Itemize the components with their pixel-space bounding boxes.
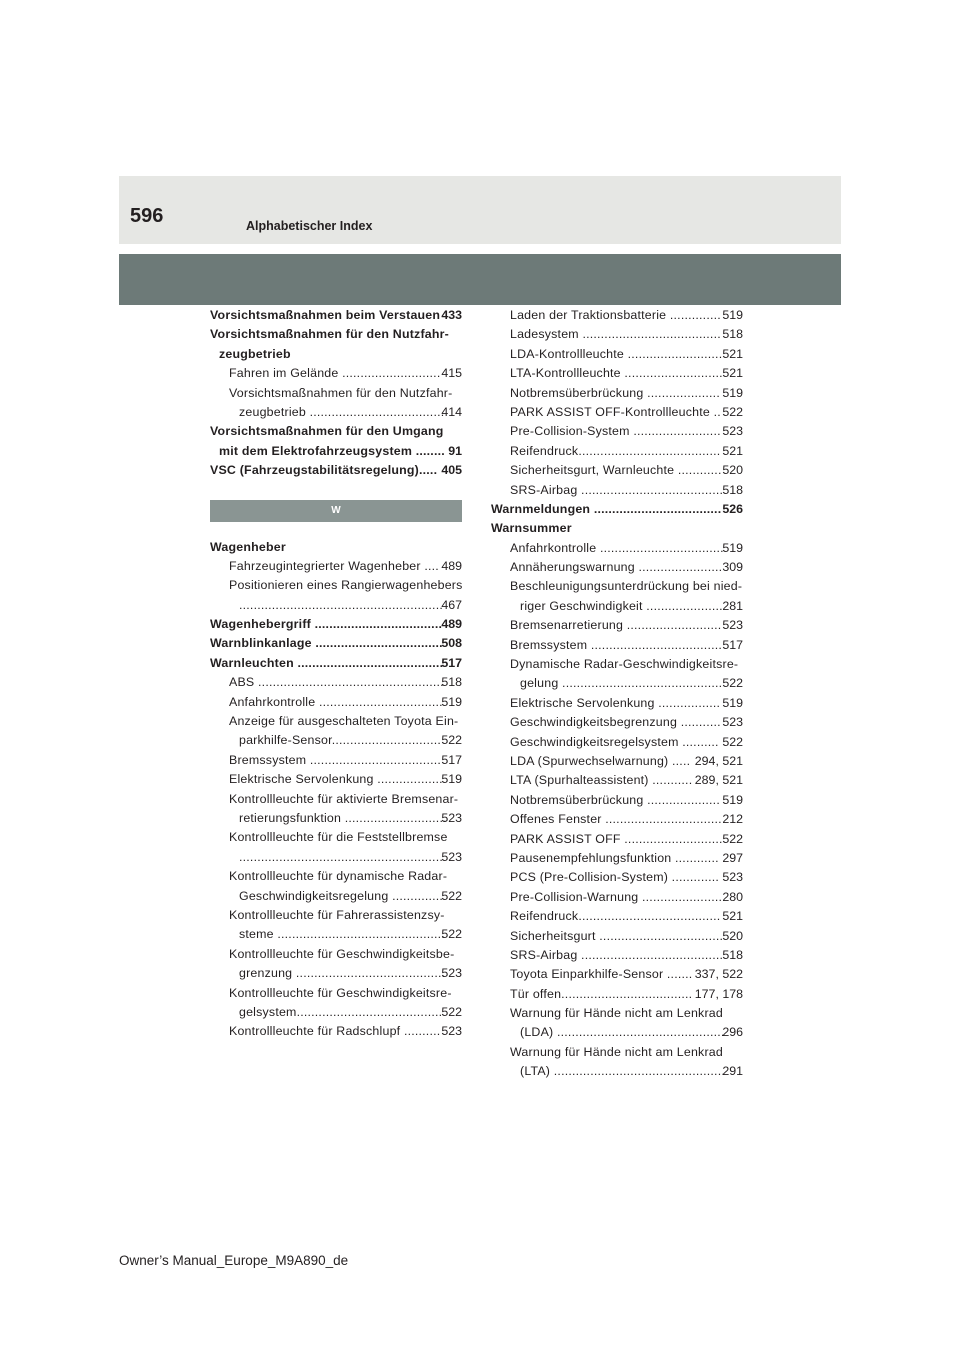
- index-entry: [491, 1062, 743, 1081]
- index-entry-page: 519: [722, 695, 743, 710]
- index-entry: [210, 1022, 462, 1041]
- index-entry-text: Kontrollleuchte für Geschwindigkeitsre-: [229, 985, 452, 1000]
- index-entry-page: 523: [722, 618, 743, 633]
- index-entry: [491, 1004, 743, 1023]
- index-entry-text: riger Geschwindigkeit .....................: [520, 598, 723, 613]
- index-entry: [210, 770, 462, 789]
- index-entry-text: Annäherungswarnung .......................: [510, 560, 723, 575]
- index-entry-page: 521: [722, 346, 743, 361]
- header-band: [119, 176, 841, 244]
- index-entry: [210, 731, 462, 750]
- index-entry-text: PARK ASSIST OFF-Kontrollleuchte ..: [510, 404, 721, 419]
- section-title: Alphabetischer Index: [246, 218, 373, 233]
- index-entry: [210, 848, 462, 867]
- index-entry-text: Anfahrkontrolle ..................................: [510, 540, 724, 555]
- index-entry: [210, 906, 462, 925]
- index-entry-text: zeugbetrieb: [219, 346, 291, 361]
- index-entry-text: mit dem Elektrofahrzeugsystem ........: [219, 443, 445, 458]
- index-entry: [491, 733, 743, 752]
- index-entry-text: Warnung für Hände nicht am Lenkrad: [510, 1044, 723, 1059]
- index-entry-text: Fahrzeugintegrierter Wagenheber ....: [229, 558, 439, 573]
- index-entry-text: Geschwindigkeitsregelung ..............: [239, 888, 444, 903]
- index-entry-text: parkhilfe-Sensor..............................: [239, 733, 442, 748]
- index-entry: [491, 422, 743, 441]
- index-entry-page: 519: [722, 792, 743, 807]
- index-entry-text: (LDA) ..............................................: [520, 1025, 725, 1040]
- index-entry: [491, 384, 743, 403]
- index-entry-page: 523: [441, 849, 462, 864]
- index-entry-page: 522: [722, 734, 743, 749]
- index-entry-text: Pre-Collision-System ........................: [510, 424, 721, 439]
- index-entry-page: 281: [722, 598, 743, 613]
- index-entry: [491, 306, 743, 325]
- page-number: 596: [130, 205, 164, 227]
- index-entry: [491, 1043, 743, 1062]
- index-entry: [491, 888, 743, 907]
- index-entry: [210, 596, 462, 615]
- index-entry-text: Sicherheitsgurt ..................................: [510, 928, 724, 943]
- index-entry-text: Vorsichtsmaßnahmen beim Verstauen: [210, 308, 441, 322]
- index-entry-page: 518: [441, 675, 462, 690]
- index-entry-page: 522: [441, 1004, 462, 1019]
- index-entry-text: Elektrische Servolenkung ..................: [229, 772, 443, 787]
- index-entry: [491, 539, 743, 558]
- index-entry-text: retierungsfunktion ............................: [239, 810, 447, 825]
- entries-right: [491, 306, 743, 1082]
- index-entry: [491, 771, 743, 790]
- index-entry: [210, 306, 462, 325]
- index-entry-text: Warnmeldungen ...................................: [491, 501, 722, 516]
- index-entry-text: Beschleunigungsunterdrückung bei nied-: [510, 579, 743, 594]
- index-entry-text: Anfahrkontrolle ..................................: [229, 694, 443, 709]
- section-band: [119, 254, 841, 305]
- index-entry-page: 523: [441, 1024, 462, 1039]
- index-entry-text: ........................................................: [239, 849, 443, 864]
- index-entry: [491, 694, 743, 713]
- index-entry-page: 522: [441, 888, 462, 903]
- index-entry-page: 523: [722, 870, 743, 885]
- index-entry-text: Warnleuchten ........................................: [210, 655, 444, 670]
- index-column-left: [210, 306, 462, 1042]
- index-entry-page: 523: [722, 715, 743, 730]
- index-entry-text: Kontrollleuchte für dynamische Radar-: [229, 869, 448, 884]
- index-entry-text: Warnung für Hände nicht am Lenkrad: [510, 1006, 723, 1021]
- index-entry-text: Vorsichtsmaßnahmen für den Nutzfahr-: [229, 385, 453, 400]
- index-entry-text: Toyota Einparkhilfe-Sensor .......: [510, 967, 693, 982]
- index-entry-page: 517: [441, 752, 462, 767]
- index-entry-page: 177, 178: [694, 986, 743, 1001]
- index-entry-page: 526: [722, 501, 743, 516]
- index-entry-text: LTA (Spurhalteassistent) ...........: [510, 773, 693, 788]
- index-entry: [210, 867, 462, 886]
- index-entry-page: 291: [722, 1064, 743, 1079]
- index-entry-page: 297: [722, 850, 743, 865]
- index-entry-page: 309: [722, 560, 743, 575]
- index-entry-page: 521: [722, 366, 743, 381]
- index-entry: [210, 403, 462, 422]
- index-entry: [491, 830, 743, 849]
- index-entry-page: 519: [722, 308, 743, 322]
- index-entry-page: 337, 522: [694, 967, 743, 982]
- index-entry-text: Vorsichtsmaßnahmen für den Umgang: [210, 424, 444, 439]
- index-entry: [491, 325, 743, 344]
- footer-manual-id: Owner’s Manual_Europe_M9A890_de: [119, 1253, 349, 1268]
- index-entry: [491, 597, 743, 616]
- index-entry: [491, 849, 743, 868]
- index-entry-page: 522: [722, 831, 743, 846]
- index-entry: [491, 364, 743, 383]
- index-entry: [210, 634, 462, 653]
- index-entry: [210, 712, 462, 731]
- index-entry: [210, 693, 462, 712]
- index-entry-page: 522: [441, 733, 462, 748]
- index-entry: [491, 461, 743, 480]
- index-entry: [491, 616, 743, 635]
- index-entry: [491, 713, 743, 732]
- index-entry: [491, 927, 743, 946]
- index-entry-text: Wagenhebergriff ...................................: [210, 617, 443, 632]
- index-entry: [210, 461, 462, 480]
- index-entry-text: Kontrollleuchte für Radschlupf ..........: [229, 1024, 441, 1039]
- index-entry: [491, 577, 743, 596]
- index-entry-text: Warnblinkanlage ...................................: [210, 636, 443, 651]
- index-entry: [491, 500, 743, 519]
- index-entry: [210, 1003, 462, 1022]
- index-entry: [210, 809, 462, 828]
- index-entry-page: 414: [441, 404, 462, 419]
- index-entry: [210, 984, 462, 1003]
- index-entry: [210, 325, 462, 344]
- index-entry: [491, 519, 743, 538]
- index-entry-page: 433: [441, 308, 462, 322]
- index-entry: [210, 790, 462, 809]
- index-entry: [491, 1023, 743, 1042]
- index-entry-text: LDA (Spurwechselwarnung) .....: [510, 753, 691, 768]
- index-entry-page: 520: [722, 928, 743, 943]
- index-entry: [210, 751, 462, 770]
- index-entry-page: 508: [441, 636, 462, 651]
- index-entry: [491, 985, 743, 1004]
- index-entry-text: ABS ...................................................: [229, 675, 444, 690]
- index-entry-text: Notbremsüberbrückung ....................: [510, 385, 720, 400]
- index-entry-text: steme ..............................................: [239, 927, 445, 942]
- index-entry-page: 520: [722, 463, 743, 478]
- index-entry-page: 521: [722, 443, 743, 458]
- index-entry-text: Anzeige für ausgeschalteten Toyota Ein-: [229, 714, 459, 729]
- index-entry: [210, 442, 462, 461]
- index-entry: [491, 791, 743, 810]
- index-entry-text: Offenes Fenster ................................: [510, 812, 722, 827]
- index-entry-page: 519: [441, 694, 462, 709]
- index-entry-text: Pre-Collision-Warnung ......................: [510, 889, 723, 904]
- index-entry-text: Kontrollleuchte für aktivierte Bremsenar-: [229, 791, 459, 806]
- index-entry-text: Elektrische Servolenkung .................: [510, 695, 721, 710]
- index-entry-page: 489: [441, 558, 462, 573]
- index-entry-text: Bremssystem ....................................: [510, 637, 723, 652]
- index-entry-text: zeugbetrieb .....................................: [239, 404, 445, 419]
- index-entry: [210, 615, 462, 634]
- index-entry: [491, 403, 743, 422]
- index-entry: [210, 964, 462, 983]
- index-entry: [491, 481, 743, 500]
- index-entry-text: Dynamische Radar-Geschwindigkeitsre-: [510, 657, 739, 672]
- index-entry-page: 405: [441, 463, 462, 478]
- index-entry-page: 294, 521: [694, 753, 743, 768]
- index-entry-text: gelsystem........................................: [239, 1004, 443, 1019]
- index-entry-page: 522: [722, 404, 743, 419]
- index-entry: [491, 868, 743, 887]
- index-entry: [210, 887, 462, 906]
- index-entry-text: Geschwindigkeitsregelsystem ..........: [510, 734, 719, 749]
- index-entry: [210, 538, 462, 557]
- index-entry-page: 519: [441, 772, 462, 787]
- index-entry-page: 522: [722, 676, 743, 691]
- index-entry: [210, 828, 462, 847]
- index-entry-text: Wagenheber: [210, 539, 286, 554]
- index-entry-text: grenzung .........................................: [239, 966, 446, 981]
- index-entry-text: gelung ............................................: [520, 676, 723, 691]
- index-entry-text: Kontrollleuchte für die Feststellbremse: [229, 830, 448, 845]
- index-entry-text: Geschwindigkeitsbegrenzung ...........: [510, 715, 721, 730]
- index-entry-text: Notbremsüberbrückung ....................: [510, 792, 720, 807]
- index-entry-page: 289, 521: [694, 773, 743, 788]
- index-entry-text: Tür offen....................................: [510, 986, 693, 1001]
- index-entry-text: Sicherheitsgurt, Warnleuchte ............: [510, 463, 722, 478]
- index-entry-text: Reifendruck.......................................: [510, 443, 721, 458]
- index-entry-text: LTA-Kontrollleuchte ...........................: [510, 366, 723, 381]
- index-entry-page: 415: [441, 366, 462, 381]
- entries-after: [210, 538, 462, 1042]
- index-entry: [491, 636, 743, 655]
- index-entry-page: 489: [441, 617, 462, 632]
- index-entry-text: Pausenempfehlungsfunktion ............: [510, 850, 719, 865]
- index-entry: [210, 576, 462, 595]
- index-entry-text: Positionieren eines Rangierwagenhebers: [229, 578, 463, 593]
- index-entry-text: PARK ASSIST OFF ...........................: [510, 831, 723, 846]
- index-entry: [491, 655, 743, 674]
- index-entry: [491, 810, 743, 829]
- index-entry-text: Ladesystem ......................................: [510, 327, 721, 342]
- index-entry-page: 521: [722, 909, 743, 924]
- index-entry: [210, 945, 462, 964]
- index-entry: [210, 364, 462, 383]
- index-entry-page: 523: [441, 810, 462, 825]
- index-entry-text: ........................................................: [239, 597, 443, 612]
- index-entry-page: 280: [722, 889, 743, 904]
- index-entry: [491, 674, 743, 693]
- index-entry-text: SRS-Airbag .......................................: [510, 947, 724, 962]
- index-entry-text: (LTA) ...............................................: [520, 1064, 725, 1079]
- index-entry-page: 518: [722, 327, 743, 342]
- index-entry-text: Warnsummer: [491, 521, 572, 536]
- index-entry: [491, 752, 743, 771]
- index-entry-page: 523: [441, 966, 462, 981]
- index-entry-page: 519: [722, 385, 743, 400]
- entries-before: [210, 306, 462, 481]
- index-entry-text: Kontrollleuchte für Fahrerassistenzsy-: [229, 907, 445, 922]
- index-entry: [491, 345, 743, 364]
- index-entry-page: 523: [722, 424, 743, 439]
- index-entry-text: Bremssystem ....................................: [229, 752, 442, 767]
- index-entry-page: 522: [441, 927, 462, 942]
- letter-heading-w: W: [210, 500, 462, 522]
- index-entry: [491, 965, 743, 984]
- index-entry: [210, 384, 462, 403]
- index-entry-page: 467: [441, 597, 462, 612]
- index-entry: [210, 673, 462, 692]
- index-entry-text: SRS-Airbag .......................................: [510, 482, 724, 497]
- index-entry-page: 519: [722, 540, 743, 555]
- index-entry-text: Vorsichtsmaßnahmen für den Nutzfahr-: [210, 327, 449, 342]
- index-entry-text: Kontrollleuchte für Geschwindigkeitsbe-: [229, 946, 455, 961]
- index-entry-page: 91: [448, 443, 462, 458]
- index-entry-text: LDA-Kontrollleuchte ..........................: [510, 346, 723, 361]
- index-entry: [491, 442, 743, 461]
- index-entry-text: Laden der Traktionsbatterie ..............: [510, 308, 721, 322]
- index-entry: [491, 946, 743, 965]
- index-entry: [491, 558, 743, 577]
- index-entry: [210, 925, 462, 944]
- index-entry-text: VSC (Fahrzeugstabilitätsregelung).....: [210, 463, 438, 478]
- index-entry-page: 518: [722, 947, 743, 962]
- index-entry: [210, 422, 462, 441]
- index-entry-text: Bremsenarretierung ..........................: [510, 618, 722, 633]
- index-entry-page: 296: [722, 1025, 743, 1040]
- index-entry: [210, 654, 462, 673]
- index-entry: [491, 907, 743, 926]
- index-entry-page: 517: [722, 637, 743, 652]
- index-entry-text: Fahren im Gelände ...........................: [229, 366, 441, 381]
- index-entry: [210, 345, 462, 364]
- index-entry-page: 212: [722, 812, 743, 827]
- index-entry: [210, 557, 462, 576]
- index-entry-page: 517: [441, 655, 462, 670]
- index-entry-page: 518: [722, 482, 743, 497]
- index-column-right: [491, 306, 743, 1082]
- index-entry-text: PCS (Pre-Collision-System) .............: [510, 870, 720, 885]
- index-entry-text: Reifendruck.......................................: [510, 909, 721, 924]
